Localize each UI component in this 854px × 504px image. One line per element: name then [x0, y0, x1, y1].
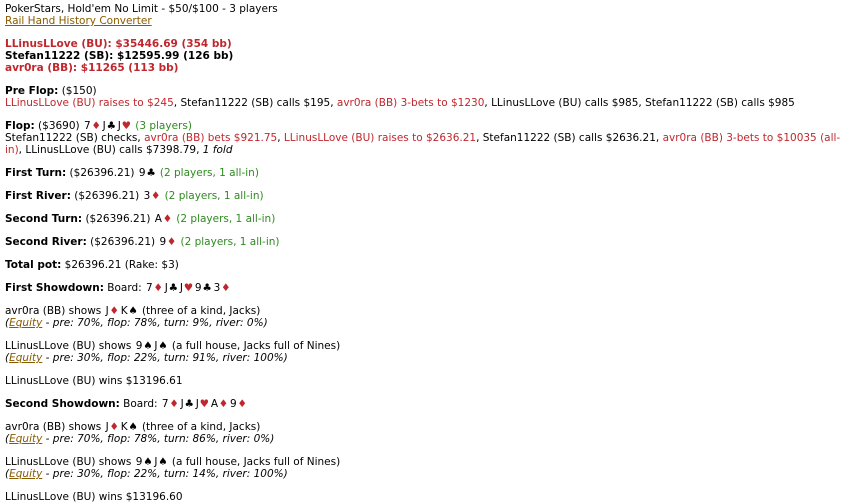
- card: [84, 120, 102, 132]
- hand-shows: [5, 456, 849, 468]
- card: [155, 213, 173, 225]
- action: Stefan11222 (SB) calls $2636.21: [482, 132, 656, 144]
- hand-block: [5, 340, 849, 364]
- equity-line: [5, 433, 849, 445]
- equity-paren: (: [5, 317, 10, 329]
- hand-shows: [5, 421, 849, 433]
- street-label: Pre Flop:: [5, 85, 59, 97]
- street-label: Flop:: [5, 120, 35, 132]
- suit-spade-icon: ♠: [128, 421, 138, 433]
- street-pot: ($150): [58, 85, 97, 97]
- equity-values: - pre: 70%, flop: 78%, turn: 86%, river: 0%): [42, 433, 275, 445]
- card-rank: J: [179, 282, 183, 294]
- hand-shows: [5, 340, 849, 352]
- players-note: (3 players): [131, 120, 192, 132]
- card-rank: J: [154, 456, 158, 468]
- suit-spade-icon: ♠: [158, 456, 168, 468]
- card-rank: 9: [135, 340, 143, 352]
- flop-cards: [83, 120, 132, 132]
- card-rank: A: [210, 398, 218, 410]
- card: [106, 421, 120, 433]
- card: [121, 421, 139, 433]
- players-note: (2 players, 1 all-in): [161, 190, 264, 202]
- card-rank: K: [120, 305, 128, 317]
- suit-spade-icon: ♠: [143, 456, 153, 468]
- total-pot: [5, 259, 849, 271]
- equity-values: - pre: 30%, flop: 22%, turn: 14%, river: 100%): [42, 468, 288, 480]
- card-rank: 7: [161, 398, 169, 410]
- suit-club-icon: ♣: [106, 120, 116, 132]
- card-rank: 9: [138, 167, 146, 179]
- street-section: [5, 190, 849, 202]
- action-separator: ,: [476, 132, 483, 144]
- hand-shows: [5, 305, 849, 317]
- action: Stefan11222 (SB) calls $985: [645, 97, 795, 109]
- equity-link[interactable]: Equity: [9, 317, 43, 329]
- suit-diamond-icon: ♦: [218, 398, 229, 410]
- suit-diamond-icon: ♦: [237, 398, 247, 410]
- suit-heart-icon: ♥: [183, 282, 194, 294]
- card: [180, 282, 194, 294]
- showdowns: [5, 282, 849, 503]
- hand-player: LLinusLLove (BU) shows: [5, 340, 135, 352]
- card: [144, 190, 162, 202]
- action-separator: ,: [638, 97, 646, 109]
- action: Stefan11222 (SB) checks: [5, 132, 138, 144]
- hand-desc: (three of a kind, Jacks): [138, 421, 261, 433]
- card: [196, 398, 210, 410]
- hand-player: LLinusLLove (BU) shows: [5, 456, 135, 468]
- hand-player: avr0ra (BB) shows: [5, 305, 105, 317]
- fold-note: 1 fold: [202, 144, 233, 156]
- showdown-header: [5, 282, 849, 294]
- total-pot-label: Total pot:: [5, 259, 62, 271]
- street-label: First Turn:: [5, 167, 67, 179]
- action-separator: ,: [277, 132, 284, 144]
- card-rank: 9: [159, 236, 167, 248]
- card-rank: 9: [194, 282, 202, 294]
- suit-club-icon: ♣: [168, 282, 179, 294]
- street-section: [5, 213, 849, 225]
- action-separator: ,: [18, 144, 26, 156]
- card-rank: 9: [230, 398, 237, 410]
- street-pot: ($26396.21): [66, 167, 138, 179]
- players-note: (2 players, 1 all-in): [156, 167, 259, 179]
- card-rank: J: [154, 340, 158, 352]
- hand-desc: (three of a kind, Jacks): [138, 305, 261, 317]
- showdown-header: [5, 398, 849, 410]
- suit-diamond-icon: ♦: [153, 282, 163, 294]
- card-rank: 3: [213, 282, 221, 294]
- card: [195, 282, 213, 294]
- suit-club-icon: ♣: [184, 398, 194, 410]
- equity-link[interactable]: Equity: [9, 352, 43, 364]
- equity-link[interactable]: Equity: [9, 468, 43, 480]
- player-stack: avr0ra (BB): $11265 (113 bb): [5, 62, 179, 74]
- street-section: [5, 236, 849, 248]
- card-rank: K: [120, 421, 128, 433]
- hand-block: [5, 305, 849, 329]
- players-block: [5, 38, 849, 74]
- suit-diamond-icon: ♦: [169, 398, 179, 410]
- street-section: [5, 167, 849, 179]
- action-separator: ,: [655, 132, 663, 144]
- board-label: Board:: [103, 282, 146, 294]
- card: [154, 340, 168, 352]
- players-note: (2 players, 1 all-in): [172, 213, 276, 225]
- card-rank: A: [154, 213, 162, 225]
- hand-desc: (a full house, Jacks full of Nines): [168, 456, 341, 468]
- suit-spade-icon: ♠: [128, 305, 138, 317]
- action: avr0ra (BB) bets $921.75: [144, 132, 278, 144]
- card-rank: J: [164, 282, 168, 294]
- suit-diamond-icon: ♦: [91, 120, 101, 132]
- equity-line: [5, 352, 849, 364]
- card: [230, 398, 248, 410]
- action-list: [5, 97, 849, 109]
- equity-paren: (: [5, 352, 10, 364]
- card-rank: J: [105, 305, 109, 317]
- equity-paren: (: [5, 433, 10, 445]
- action: avr0ra (BB) 3-bets to $1230: [336, 97, 485, 109]
- card: [181, 398, 195, 410]
- card: [211, 398, 229, 410]
- action: LLinusLLove (BU) raises to $245: [5, 97, 174, 109]
- player-stack: LLinusLLove (BU): $35446.69 (354 bb): [5, 38, 232, 50]
- card: [118, 120, 132, 132]
- showdown-label: Second Showdown:: [5, 398, 120, 410]
- action: Stefan11222 (SB) calls $195: [180, 97, 331, 109]
- converter-link[interactable]: Rail Hand History Converter: [5, 15, 152, 27]
- card: [146, 282, 164, 294]
- suit-heart-icon: ♥: [121, 120, 132, 132]
- street-label: First River:: [5, 190, 71, 202]
- winner-line: LLinusLLove (BU) wins $13196.60: [5, 491, 183, 503]
- action-separator: ,: [137, 132, 145, 144]
- action-separator: ,: [173, 97, 181, 109]
- action-separator: ,: [330, 97, 337, 109]
- action: LLinusLLove (BU) calls $985: [491, 97, 639, 109]
- street-pot: ($3690): [34, 120, 80, 132]
- card: [136, 340, 154, 352]
- street-pot: ($26396.21): [82, 213, 154, 225]
- card-rank: 7: [146, 282, 153, 294]
- preflop-section: [5, 85, 849, 109]
- suit-heart-icon: ♥: [199, 398, 210, 410]
- equity-paren: (: [5, 468, 10, 480]
- card: [214, 282, 232, 294]
- action-separator: ,: [484, 97, 492, 109]
- card: [139, 167, 157, 179]
- streets: [5, 167, 849, 248]
- flop-section: [5, 120, 849, 156]
- suit-club-icon: ♣: [202, 282, 212, 294]
- player-stack: Stefan11222 (SB): $12595.99 (126 bb): [5, 50, 234, 62]
- board-label: Board:: [119, 398, 161, 410]
- card: [162, 398, 180, 410]
- card-rank: J: [195, 398, 199, 410]
- card-rank: J: [180, 398, 184, 410]
- card-rank: 7: [83, 120, 91, 132]
- hand-block: [5, 456, 849, 480]
- action-list: [5, 132, 849, 156]
- street-label: Second River:: [5, 236, 87, 248]
- suit-diamond-icon: ♦: [109, 421, 119, 433]
- suit-diamond-icon: ♦: [162, 213, 173, 225]
- winner-line: LLinusLLove (BU) wins $13196.61: [5, 375, 183, 387]
- card-rank: 3: [143, 190, 151, 202]
- street-label: Second Turn:: [5, 213, 83, 225]
- suit-spade-icon: ♠: [143, 340, 153, 352]
- total-pot-value: $26396.21 (Rake: $3): [61, 259, 179, 271]
- equity-link[interactable]: Equity: [9, 433, 43, 445]
- action: avr0ra (BB) 3-bets to $10035 (all-in): [5, 132, 841, 156]
- action: LLinusLLove (BU) calls $7398.79: [25, 144, 197, 156]
- suit-diamond-icon: ♦: [109, 305, 119, 317]
- street-pot: ($26396.21): [70, 190, 143, 202]
- hand-desc: (a full house, Jacks full of Nines): [168, 340, 341, 352]
- card: [165, 282, 179, 294]
- equity-line: [5, 468, 849, 480]
- players-note: (2 players, 1 all-in): [177, 236, 280, 248]
- suit-spade-icon: ♠: [158, 340, 168, 352]
- equity-values: - pre: 70%, flop: 78%, turn: 9%, river: 0%): [42, 317, 268, 329]
- equity-values: - pre: 30%, flop: 22%, turn: 91%, river: 100%): [42, 352, 288, 364]
- hand-block: [5, 421, 849, 445]
- card-rank: J: [102, 120, 106, 132]
- card: [136, 456, 154, 468]
- card: [154, 456, 168, 468]
- showdown-label: First Showdown:: [5, 282, 104, 294]
- hand-title: PokerStars, Hold'em No Limit - $50/$100 - 3 players: [5, 3, 278, 15]
- card: [121, 305, 139, 317]
- card-rank: 9: [135, 456, 143, 468]
- hand-player: avr0ra (BB) shows: [5, 421, 105, 433]
- card-rank: J: [105, 421, 109, 433]
- card: [106, 305, 120, 317]
- card-rank: J: [117, 120, 121, 132]
- suit-diamond-icon: ♦: [151, 190, 161, 202]
- action: LLinusLLove (BU) raises to $2636.21: [283, 132, 477, 144]
- equity-line: [5, 317, 849, 329]
- card: [159, 236, 177, 248]
- card: [103, 120, 117, 132]
- street-pot: ($26396.21): [86, 236, 159, 248]
- suit-diamond-icon: ♦: [166, 236, 177, 248]
- action-separator: ,: [196, 144, 203, 156]
- suit-club-icon: ♣: [146, 167, 156, 179]
- suit-diamond-icon: ♦: [221, 282, 231, 294]
